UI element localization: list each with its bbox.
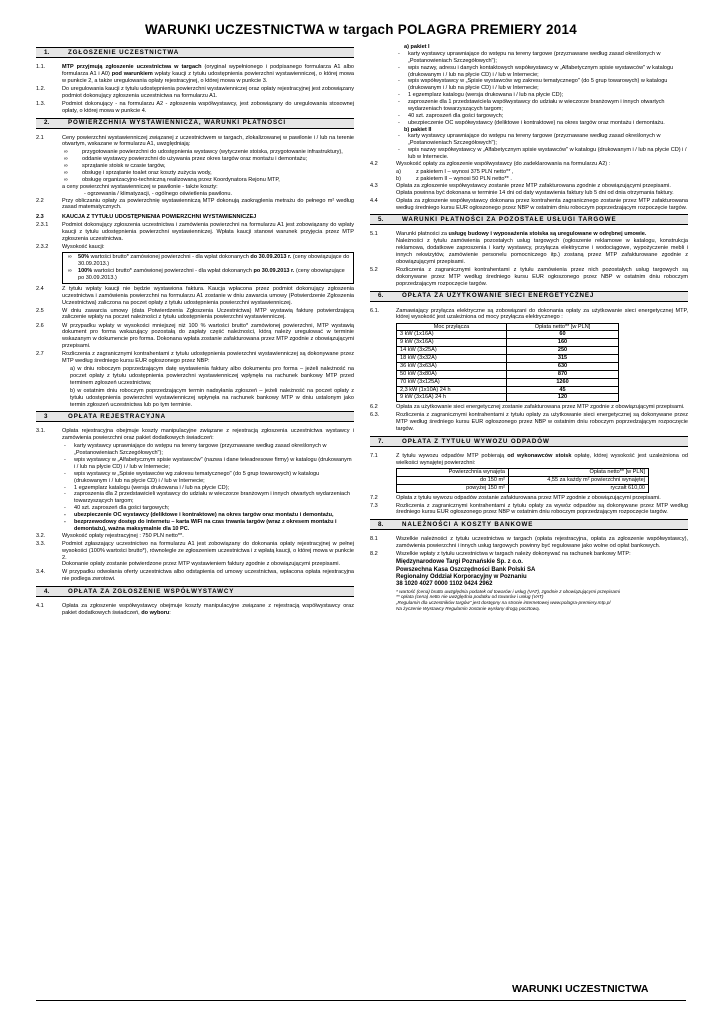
clause-5-2: 5.2 Rozliczenia z zagranicznymi kontrahentami z tytułu zamówienia przez nich pozostałych usług targowych są dokonywane przez MTP według średniego kursu EUR ogłoszonego przez NBP w ostatnim dniu roboczym poprzedzającym rozpoczęcie targów.: [370, 266, 688, 287]
list-item: - ubezpieczenie OC wystawcy (deliktowe i kontraktowe) na okres targów oraz montażu i demontażu,: [64, 512, 334, 519]
clause-1-2: 1.2. Do uregulowania kaucji z tytułu udostępnienia powierzchni wystawienniczej oraz opłaty rejestracyjnej jest zobowiązany podmiot dokonujący zgłoszenia uczestnictwa na formularzu A1.: [36, 85, 354, 99]
list-item: - karty wystawcy uprawniające do wstępu na tereny targowe (przyznawane według zasad określonych w „Postanowieniach Szczegółowych");: [398, 133, 661, 147]
clause-4-2-b: b) z pakietem II – wynosi 50 PLN netto** .: [396, 175, 512, 182]
fee-cell: 160: [507, 339, 619, 347]
list-item: - ubezpieczenie OC współwystawcy (deliktowe i kontraktowe) na okres targów oraz montażu i demontażu.: [398, 119, 665, 126]
clause-4-2-a: a) z pakietem I – wynosi 375 PLN netto** ,: [396, 168, 514, 175]
clause-3-1: 3.1. Opłata rejestracyjna obejmuje koszty manipulacyjne związane z rejestracją zgłoszenia uczestnictwa wystawcy i zamówienia powierzchni oraz pakiet dodatkowych świadczeń:: [36, 428, 354, 442]
clause-2-4: 2.4 Z tytułu wpłaty kaucji nie będzie wystawiona faktura. Kaucja wpłacona przez podmiot dokonujący zgłoszenia uczestnictwa i zamówienia powierzchni na formularzu A1 zostanie w dniu zawarcia umowy (Potwierdzenie Zgłoszenia Uczestnictwa) zaliczona na poczet opłaty z tytułu udostępnienia powierzchni wystawienniczej.: [36, 285, 354, 306]
power-cell: 9 kW (3x16A): [397, 339, 507, 347]
list-note: a ceny powierzchni wystawienniczej w pawilonie - także koszty:: [62, 183, 218, 190]
package-2-list: [396, 133, 688, 161]
clause-7-2: 7.2 Opłata z tytułu wywozu odpadów zostanie zafakturowana przez MTP zgodnie z obowiązującymi przepisami.: [370, 494, 661, 501]
clause-1-3: 1.3. Podmiot dokonujący - na formularzu A2 - zgłoszenia współwystawcy, jest zobowiązany do uregulowania stosownej opłaty, o której mowa w punkcie 4.: [36, 100, 354, 114]
fee-cell: 250: [507, 347, 619, 355]
list-item: - wpis wystawcy w „Spisie wystawców wg zakresu tematycznego" (do 5 grup towarowych) w katalogu (drukowanym i / lub na płycie CD) i / lub w Internecie;: [64, 470, 320, 484]
clause-2-3-1: 2.3.1 Podmiot dokonujący zgłoszenia uczestnictwa i zamówienia powierzchni na formularzu A1 jest zobowiązany do wpłaty kaucji z tytułu udostępnienia powierzchni wystawienniczej. Wpłata kaucji stanowi warunek przyjęcia przez MTP zgłoszenia uczestnictwa.: [36, 222, 354, 243]
clause-2-1: 2.1 Ceny powierzchni wystawienniczej związanej z uczestnictwem w targach, zlokalizowanej w pawilonie i / lub na terenie otwartym, wskazane w formularzu A1, uwzględniają:: [36, 134, 354, 148]
list-item: ∞ 100% wartości brutto* zamówionej powierzchni - dla wpłat dokonanych po 30.09.2013 r. (ceny obowiązujące po 30.09.2013.): [68, 268, 345, 281]
list-item: - karty wystawcy uprawniające do wstępu na tereny targowe (przyznawane według zasad określonych w „Postanowieniach Szczegółowych");: [64, 443, 327, 457]
section-7-header: 7. OPŁATA Z TYTUŁU WYWOZU ODPADÓW: [370, 436, 688, 447]
clause-8-1: 8.1 Wszelkie należności z tytułu uczestnictwa w targach (opłata rejestracyjna, opłata za zgłoszenie współwystawcy), zamówienia powierzchni i innych usług targowych powinny być regulowane jako wolne od opłat bankowych.: [370, 536, 688, 550]
clause-6-1: 6.1. Zamawiający przyłącza elektryczne są zobowiązani do dokonania opłaty za użytkowanie sieci energetycznej MTP, której wysokość jest uzależniona od mocy przyłącza elektrycznego :: [370, 307, 688, 321]
list-item: ∞ obsługę organizacyjno-techniczną realizowaną przez Koordynatora Rejonu MTP,: [64, 176, 280, 183]
power-cell: 36 kW (3x63A): [397, 362, 507, 370]
fee-cell: ryczałt 610,00: [509, 484, 649, 492]
power-cell: 9 kW (3x16A) 24 h: [397, 394, 507, 402]
footer-divider: [36, 1000, 686, 1001]
section-1-header: 1. ZGŁOSZENIE UCZESTNICTWA: [36, 47, 354, 58]
list-item: - 1 egzemplarz katalogu (wersja drukowana i / lub na płycie CD);: [398, 92, 564, 99]
table-header-row: Powierzchnia wynajęta Opłata netto** [w PLN]: [397, 468, 649, 476]
clause-2-6: 2.6 W przypadku wpłaty w wysokości mniejszej niż 100 % wartości brutto* zamówionej powierzchni, MTP wystawią dokument pro forma wskazujący pozostałą do zapłaty część należności, którą należy uregulować w terminie wskazanym w dokumencie pro forma. Dokonana wpłata zostanie zafakturowana przez MTP zgodnie z obowiązującymi przepisami.: [36, 322, 354, 350]
list-item: - wpis nazwy, adresu i danych kontaktowych współwystawcy w „Alfabetycznym spisie wystawców" w katalogu (drukowanym i / lub na płycie CD) i / lub w Internecie;: [398, 64, 674, 78]
area-cell: powyżej 150 m²: [397, 484, 509, 492]
list-item: - wpis wystawcy w „Alfabetycznym spisie wystawców" (nazwa i dane teleadresowe firmy) w katalogu (drukowanym i / lub na płycie CD) i / lub w Internecie;: [64, 457, 352, 470]
registration-benefits: [62, 443, 354, 532]
list-item: - karty wystawcy uprawniające do wstępu na tereny targowe (przyznawane według zasad określonych w „Postanowieniach Szczegółowych");: [398, 50, 661, 64]
footer-title: WARUNKI UCZESTNICTWA: [512, 983, 649, 995]
table-row: [397, 331, 619, 339]
footnotes: * wartość (cena) brutto uwzględnia podatek od towarów i usług (VAT), zgodnie z obowiązującymi przepisami ** opłata (cena) netto nie uwzględnia podatku od towarów i usług (VAT) „Regulamin dla uczestników targów" jest dostępny na stronie internetowej www.polagra-premiery.mtp.pl Na życzenie Wystawcy Regulamin zostanie wysłany drogą pocztową.: [396, 589, 688, 613]
section-6-header: 6. OPŁATA ZA UŻYTKOWANIE SIECI ENERGETYCZNEJ: [370, 291, 688, 302]
clause-2-3-2: 2.3.2 Wysokość kaucji:: [36, 244, 105, 251]
section-8-header: 8. NALEŻNOŚCI A KOSZTY BANKOWE: [370, 519, 688, 530]
clause-4-1: 4.1 Opłata za zgłoszenie współwystawcy obejmuje koszty manipulacyjne związane z rejestracją współwystawcy oraz pakiet dodatkowych świadczeń, do wyboru:: [36, 603, 354, 617]
area-cell: do 150 m²: [397, 476, 509, 484]
clause-6-3: 6.3. Rozliczenia z zagranicznymi kontrahentami z tytułu opłaty za użytkowanie sieci energetycznej są dokonywane przez MTP według średniego kursu EUR ogłoszonego przez NBP w ostatnim dniu roboczym poprzedzającym rozpoczęcie targów.: [370, 412, 688, 433]
list-item: ∞ obsługę i sprzątanie toalet oraz koszty zużycia wody,: [64, 170, 212, 177]
power-cell: 18 kW (3x32A): [397, 355, 507, 363]
section-5-header: 5. WARUNKI PŁATNOŚCI ZA POZOSTAŁE USŁUGI TARGOWE: [370, 214, 688, 225]
power-cell: 70 kW (3x125A): [397, 378, 507, 386]
clause-6-2: 6.2 Opłata za użytkowanie sieci energetycznej zostanie zafakturowana przez MTP zgodnie z obowiązującymi przepisami.: [370, 404, 685, 411]
list-item: - 1 egzemplarz katalogu (wersja drukowana i / lub na płycie CD);: [64, 484, 230, 491]
table-row: [397, 484, 649, 492]
fee-cell: 120: [507, 394, 619, 402]
section-2-header: 2. POWIERZCHNIA WYSTAWIENNICZA, WARUNKI PŁATNOŚCI: [36, 118, 354, 129]
right-column: [370, 44, 688, 612]
power-cell: 14 kW (3x25A): [397, 347, 507, 355]
fee-cell: 4,55 za każdy m² powierzchni wynajętej: [509, 476, 649, 484]
clause-2-5: 2.5 W dniu zawarcia umowy (data Potwierdzenia Zgłoszenia Uczestnictwa) MTP wystawią fakturę potwierdzającą zaliczenie wpłaty na poczet należności z tytułu udostępnienia powierzchni wystawienniczej.: [36, 307, 354, 321]
list-item: - zaproszenia dla 2 przedstawicieli wystawcy do udziału w wieczorze branżowym i innych otwartych wydarzeniach towarzyszących targom;: [64, 491, 350, 505]
fee-cell: 60: [507, 331, 619, 339]
list-item: - wpis współwystawcy w „Spisie wystawców wg zakresu tematycznego" (do 5 grup towarowych) w katalogu (drukowanym i / lub na płycie CD) i / lub w Internecie;: [398, 78, 668, 92]
list-item: - wpis nazwy współwystawcy w „Alfabetycznym spisie wystawców" w katalogu (drukowanym i / lub na płycie CD) i / lub w Internecie.: [398, 147, 687, 160]
section-4-header: 4. OPŁATA ZA ZGŁOSZENIE WSPÓŁWYSTAWCY: [36, 586, 354, 597]
clause-7-3: 7.3 Rozliczenia z zagranicznymi kontrahentami z tytułu opłaty za wywóz odpadów są dokonywane przez MTP według średniego kursu EUR ogłoszonego przez NBP w ostatnim dniu roboczym poprzedzającym rozpoczęcie targów.: [370, 502, 688, 516]
clause-4-2: 4.2 Wysokość opłaty za zgłoszenie współwystawcy (do zadeklarowania na formularzu A2) :: [370, 160, 611, 167]
table-row: [397, 394, 619, 402]
left-column: [36, 44, 354, 618]
bank-details: Międzynarodowe Targi Poznańskie Sp. z o.o. Powszechna Kasa Oszczędności Bank Polski SA Regionalny Oddział Korporacyjny w Poznaniu 38 1020 4027 0000 1102 0424 2962: [396, 559, 536, 588]
list-note: - ogrzewania / klimatyzacji, - ogólnego oświetlenia pawilonu.: [84, 190, 232, 197]
table-row: [397, 378, 619, 386]
clause-4-4: 4.4 Opłata za zgłoszenie współwystawcy dokonana przez kontrahenta zagranicznego zostanie przez MTP zafakturowana według średniego kursu EUR ogłoszonego przez NBP w ostatnim dniu roboczym poprzedzającym rozpoczęcie targów.: [370, 197, 688, 211]
fee-cell: 315: [507, 355, 619, 363]
table-row: [397, 347, 619, 355]
clause-3-4: 3.4. W przypadku odwołania oferty uczestnictwa albo odstąpienia od umowy uczestnictwa, wpłacona opłata rejestracyjna nie podlega zwrotowi.: [36, 569, 354, 583]
power-fee-table: [396, 323, 619, 403]
table-row: [397, 476, 649, 484]
list-item: ∞ sprzątanie stoisk w czasie targów,: [64, 163, 166, 170]
clause-8-2: 8.2 Wszelkie wpłaty z tytułu uczestnictwa w targach należy dokonywać na rachunek bankowy MTP:: [370, 551, 631, 558]
list-item: ∞ 50% wartości brutto* zamówionej powierzchni - dla wpłat dokonanych do 30.09.2013 r. (ceny obowiązujące do 30.09.2013.): [68, 254, 350, 268]
list-item: ∞ oddanie wystawcy powierzchni do używania przez okres targów oraz montażu i demontażu;: [64, 156, 308, 163]
clause-2-7-a: a) w dniu roboczym poprzedzającym datę wystawienia faktury albo dokumentu pro forma – jeżeli należność na poczet opłaty z tytułu udostępnienia powierzchni wystawienniczej wpłynęła na rachunek bankowy MTP przed terminem zgłoszeń uczestnictwa;: [70, 366, 354, 386]
table-header-row: Moc przyłącza Opłata netto** [w PLN]: [397, 323, 619, 331]
list-item: - 40 szt. zaproszeń dla gości targowych;: [64, 505, 170, 512]
waste-fee-table: [396, 468, 649, 493]
clause-2-7-b: b) w ostatnim dniu roboczym poprzedzającym termin nadsyłania zgłoszeń – jeżeli należność na poczet opłaty z tytułu udostępnienia powierzchni wystawienniczej wpłynęła na rachunek bankowy MTP w dniu ustalonym jako termin zgłoszeń uczestnictwa lub po tym terminie.: [70, 387, 354, 408]
page-title: WARUNKI UCZESTNICTWA w targach POLAGRA PREMIERY 2014: [144, 22, 577, 37]
package-1-list: [396, 51, 688, 127]
deposit-box: [62, 252, 354, 284]
section-3-header: 3 OPŁATA REJESTRACYJNA: [36, 411, 354, 422]
power-cell: 50 kW (3x80A): [397, 370, 507, 378]
clause-7-1: 7.1 Z tytułu wywozu odpadów MTP pobierają od wykonawców stoisk opłatę, której wysokość jest uzależniona od wielkości wynajętej powierzchni:: [370, 452, 688, 466]
clause-2-3: 2.3 KAUCJA Z TYTUŁU UDOSTĘPNIENIA POWIERZCHNI WYSTAWIENNICZEJ: [36, 214, 257, 221]
table-row: [397, 370, 619, 378]
list-item: - zaproszenie dla 1 przedstawiciela współwystawcy do udziału w wieczorze branżowym i innych otwartych wydarzeniach towarzyszących targom;: [398, 99, 665, 112]
clause-4-3: 4.3 Opłata za zgłoszenie współwystawcy zostanie przez MTP zafakturowana zgodnie z obowiązującymi przepisami. Opłata powinna być dokonana w terminie 14 dni od daty wystawienia faktury lub 5 dni od dnia otrzymania faktury.: [370, 182, 674, 196]
table-row: [397, 386, 619, 394]
fee-cell: 1260: [507, 378, 619, 386]
package-1-label: a) pakiet I: [404, 44, 430, 50]
clause-5-1: 5.1 Warunki płatności za usługę budowy i wyposażenia stoiska są uregulowane w odrębnej umowie. Należności z tytułu zamówienia pozostałych usług targowych (ogłoszenie reklamowe w katalogu, konstrukcja reklamowa, dodatkowe zaproszenia i karty wystawcy, przyłącza elektryczne i wodociągowe, wypożyczenie mebli i innych rekwizytów, zamówienie personelu pomocniczego itp.) zostaną przez MTP zafakturowane zgodnie z obowiązującymi przepisami.: [370, 231, 688, 265]
clause-1-1: 1.1. MTP przyjmują zgłoszenie uczestnictwa w targach (oryginał wypełnionego i podpisanego formularza A1 albo formularza A1 i A0) pod warunkiem wpłaty kaucji z tytułu udostępnienia powierzchni wystawienniczej, o której mowa w punkcie 2, a także uregulowania opłaty rejestracyjnej, o której mowa w punkcie 3.: [36, 64, 354, 84]
package-2-label: b) pakiet II: [404, 126, 432, 133]
power-cell: 3 kW (1x16A): [397, 331, 507, 339]
list-item: - bezprzewodowy dostęp do internetu – karta WiFi na czas trwania targów (wraz z okresem montażu i demontażu), ważna maksymalnie dla 10 PC.: [64, 518, 337, 532]
clause-3-3: 3.3. Podmiot zgłaszający uczestnictwo na formularzu A1 jest zobowiązany do dokonania opłaty rejestracyjnej w pełnej wysokości (100% wartości brutto*), równolegle ze zgłoszeniem uczestnictwa i z wpłatą kaucji, o której mowa w punkcie 2. Dokonanie opłaty zostanie potwierdzone przez MTP wystawieniem faktury zgodnie z obowiązującymi przepisami.: [36, 540, 354, 568]
power-cell: 2,3 kW (1x10A) 24 h: [397, 386, 507, 394]
fee-cell: 45: [507, 386, 619, 394]
list-item: ∞ przygotowanie powierzchni do udostępnienia wystawcy (wytyczenie stoiska, przygotowanie infrastruktury),: [64, 149, 343, 156]
clause-2-7: 2.7 Rozliczenia z zagranicznymi kontrahentami z tytułu udostępnienia powierzchni wystawienniczej są dokonywane przez MTP według średniego kursu EUR ogłoszonego przez NBP:: [36, 351, 354, 365]
table-row: [397, 362, 619, 370]
fee-cell: 870: [507, 370, 619, 378]
list-item: - 40 szt. zaproszeń dla gości targowych;: [398, 112, 504, 119]
regulations-link[interactable]: „Regulamin dla uczestników targów" jest dostępny na stronie internetowej www.polagra-premiery.mtp.pl: [396, 600, 611, 606]
table-row: [397, 339, 619, 347]
fee-cell: 630: [507, 362, 619, 370]
clause-3-2: 3.2. Wysokość opłaty rejestracyjnej : 750 PLN netto**.: [36, 532, 184, 539]
table-row: [397, 355, 619, 363]
clause-2-2: 2.2 Przy obliczaniu opłaty za powierzchnię wystawienniczą MTP dokonują zaokrąglenia metrażu do pełnego m² według zasad matematycznych.: [36, 197, 354, 211]
